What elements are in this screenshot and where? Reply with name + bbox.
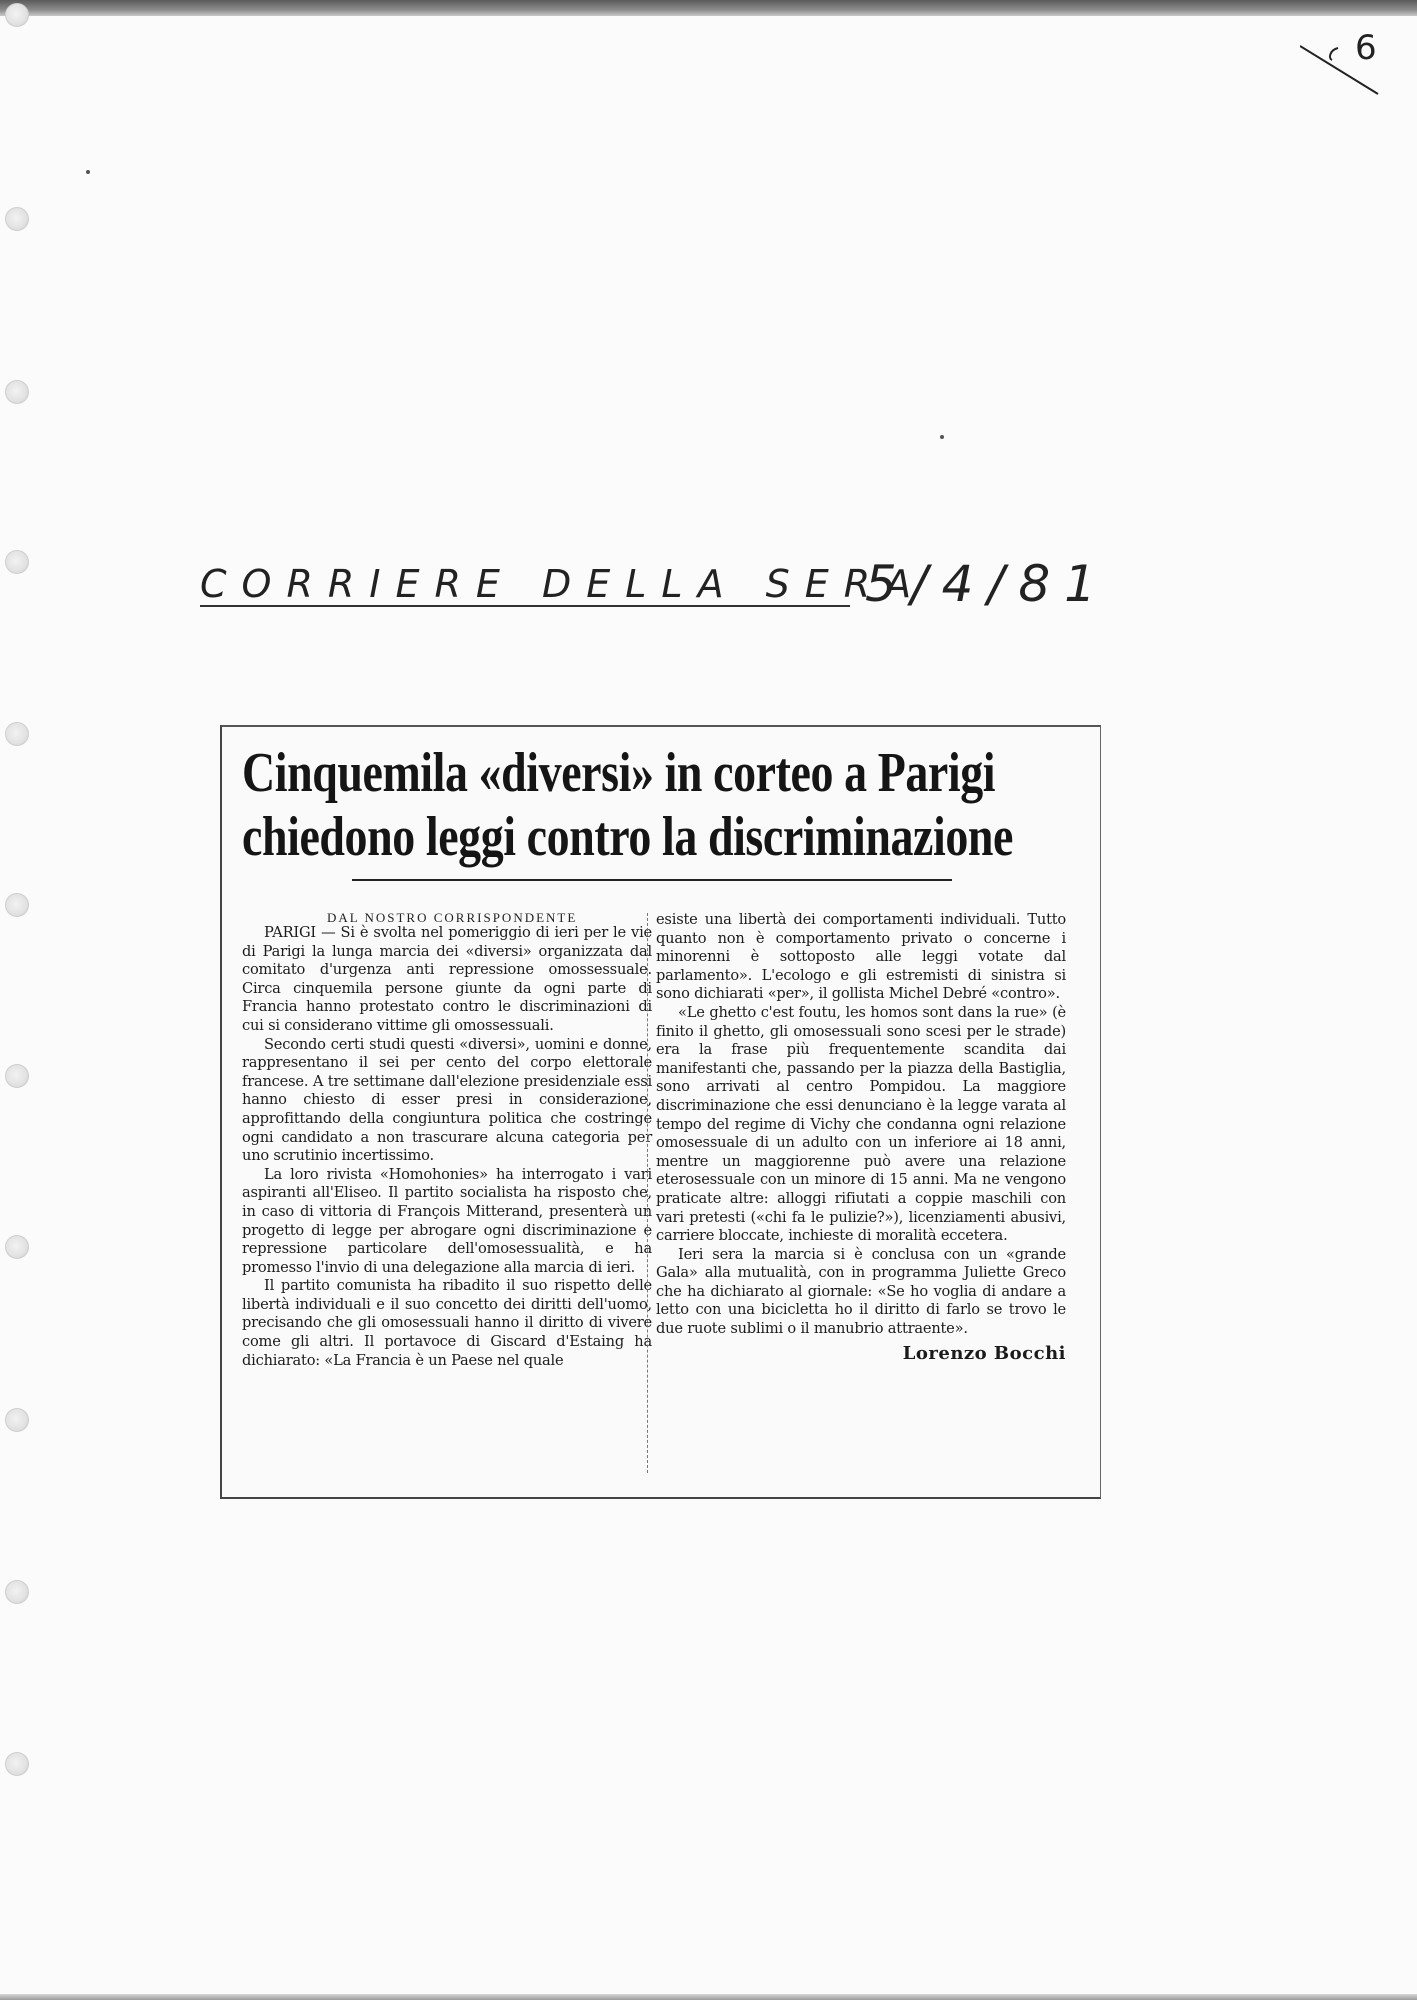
- handwritten-source: CORRIERE DELLA SERA: [200, 562, 927, 606]
- author-signature: Lorenzo Bocchi: [902, 1342, 1066, 1364]
- dateline-label: DAL NOSTRO CORRISPONDENTE: [327, 910, 578, 925]
- headline: [242, 741, 1014, 869]
- speck: [86, 170, 90, 174]
- article-column-left: [242, 924, 652, 1370]
- binder-hole: [5, 1752, 29, 1776]
- speck: [940, 435, 944, 439]
- paragraph: esiste una libertà dei comportamenti individuali. Tutto quanto non è comportamento privato o concerne i minorenni è sottoposto alle leggi votate dal parlamento». L'ecologo e gli estremisti di sinistra si sono dichiarati «per», il gollista Michel Debré «contro».: [656, 911, 1066, 1003]
- paragraph: Il partito comunista ha ribadito il suo rispetto delle libertà individuali e il suo concetto dei diritti dell'uomo, precisando che gli omosessuali hanno il diritto di vivere come gli altri. Il portavoce di Giscard d'Estaing ha dichiarato: «La Francia è un Paese nel quale: [242, 1277, 652, 1369]
- binder-hole: [5, 550, 29, 574]
- binder-hole: [5, 722, 29, 746]
- headline-line-1: Cinquemila «diversi» in corteo a Parigi: [242, 742, 996, 804]
- binder-hole: [5, 380, 29, 404]
- handwritten-citation: [200, 555, 1110, 625]
- binder-hole: [5, 893, 29, 917]
- paragraph: PARIGI — Si è svolta nel pomeriggio di ieri per le vie di Parigi la lunga marcia dei «diversi» organizzata dal comitato d'urgenza anti repressione omossessuale. Circa cinquemila persone giunte da ogni parte di Francia hanno protestato contro le discriminazioni di cui si considerano vittime gli omossessuali.: [242, 924, 652, 1034]
- binder-hole: [5, 1064, 29, 1088]
- handwritten-date: 5/4/81: [865, 555, 1110, 613]
- binder-hole: [5, 3, 29, 27]
- binder-hole: [5, 207, 29, 231]
- binder-hole: [5, 1235, 29, 1259]
- binder-hole: [5, 1408, 29, 1432]
- column-divider: [647, 913, 649, 1473]
- scan-bottom-edge: [0, 1994, 1417, 2000]
- paragraph: «Le ghetto c'est foutu, les homos sont dans la rue» (è finito il ghetto, gli omosessuali sono scesi per le strade) era la frase più frequentemente scandita dai manifestanti che, passando per la piazza della Bastiglia, sono arrivati al centro Pompidou. La maggiore discriminazione che essi denunciano è la legge varata al tempo del regime di Vichy che condanna ogni relazione omosessuale di un adulto con un inferiore ai 18 anni, mentre un maggiorenne può avere una relazione eterosessuale con un minore di 15 anni. Ma ne vengono praticate altre: alloggi rifiutati a coppie maschili con vari pretesti («chi fa le pulizie?»), licenziamenti abusivi, carriere bloccate, inchieste di moralità eccetera.: [656, 1003, 1066, 1245]
- scan-top-edge: [0, 0, 1417, 16]
- page-number-annotation: 6: [1355, 28, 1377, 68]
- headline-line-2: chiedono leggi contro la discriminazione: [242, 806, 1014, 868]
- article-column-right: [656, 911, 1066, 1363]
- binder-hole: [5, 1580, 29, 1604]
- headline-rule: [352, 879, 952, 881]
- paragraph: Ieri sera la marcia si è conclusa con un «grande Gala» alla mutualità, con in programma Juliette Greco che ha dichiarato al giornale: «Se ho voglia di andare a letto con una bicicletta ho il diritto di farlo se trovo le due ruote sublimi o il manubrio attraente».: [656, 1245, 1066, 1338]
- paragraph: Secondo certi studi questi «diversi», uomini e donne, rappresentano il sei per cento del corpo elettorale francese. A tre settimane dall'elezione presidenziale essi hanno chiesto di esser presi in considerazione, approfittando della congiuntura politica che costringe ogni candidato a non trascurare alcuna categoria per uno scrutinio incertissimo.: [242, 1035, 652, 1165]
- paragraph: La loro rivista «Homohonies» ha interrogato i vari aspiranti all'Eliseo. Il partito socialista ha risposto che, in caso di vittoria di François Mitterand, presenterà un progetto di legge per abrogare ogni discriminazione e repressione particolare dell'omosessualità, e ha promesso l'invio di una delegazione alla marcia di ieri.: [242, 1165, 652, 1276]
- newspaper-clipping: [220, 725, 1101, 1499]
